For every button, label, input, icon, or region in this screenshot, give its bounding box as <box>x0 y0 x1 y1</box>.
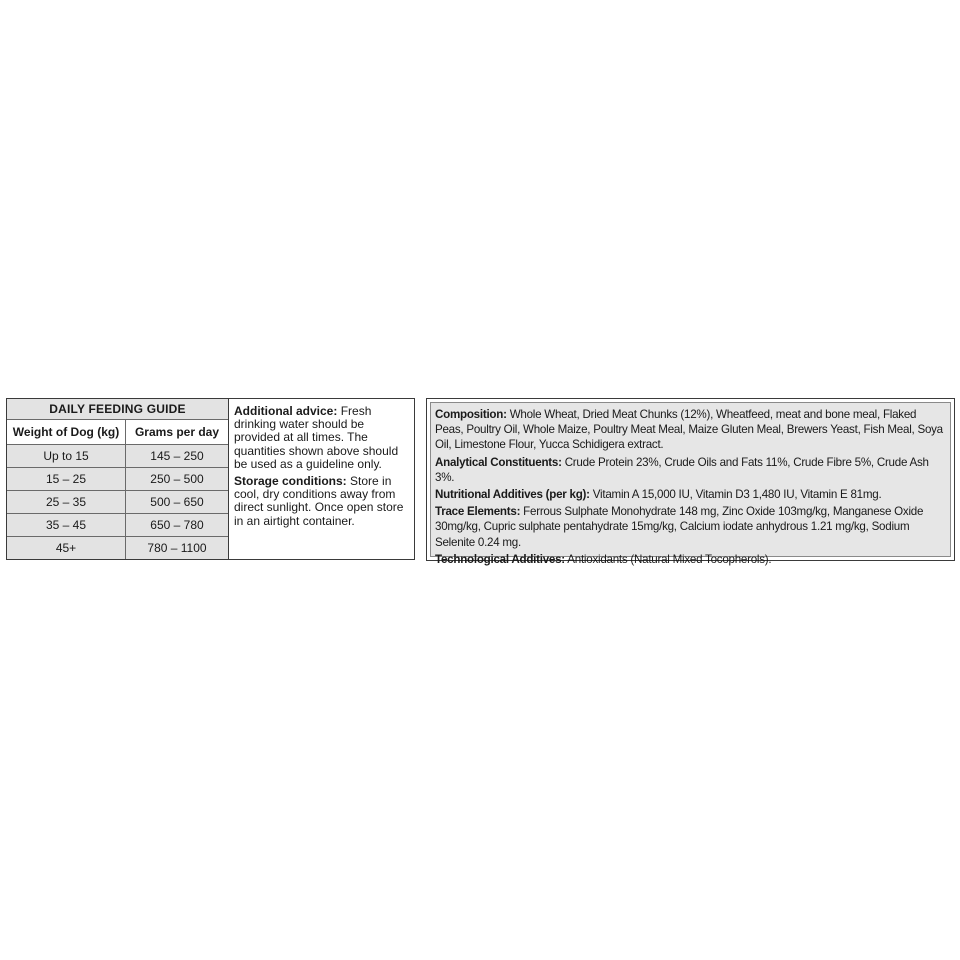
technological-paragraph <box>435 552 946 567</box>
advice-section <box>229 399 414 559</box>
composition-label: Composition: <box>435 408 507 421</box>
storage-conditions-label: Storage conditions: <box>234 474 347 489</box>
composition-text: Whole Wheat, Dried Meat Chunks (12%), Wheatfeed, meat and bone meal, Flaked Peas, Poultry Oil, Whole Maize, Poultry Meat Meal, Maize Gluten Meal, Brewers Yeast, Fish Meal, Soya Oil, Limestone Flour, Yucca Schidigera extract. <box>435 408 943 452</box>
grams-cell: 650 – 780 <box>126 514 229 537</box>
table-row <box>7 491 228 514</box>
analytical-label: Analytical Constituents: <box>435 455 562 469</box>
composition-box <box>430 402 951 566</box>
column-header-grams: Grams per day <box>126 420 229 445</box>
nutritional-label: Nutritional Additives (per kg): <box>435 488 590 502</box>
weight-cell: 35 – 45 <box>7 514 126 537</box>
composition-paragraph <box>435 407 946 453</box>
grams-cell: 250 – 500 <box>126 468 229 491</box>
daily-feeding-guide <box>7 399 229 559</box>
trace-text: Ferrous Sulphate Monohydrate 148 mg, Zinc Oxide 103mg/kg, Manganese Oxide 30mg/kg, Cupric sulphate pentahydrate 15mg/kg, Calcium iodate anhydrous 1.21 mg/kg, Sodium Selenite 0.24 mg. <box>435 505 924 549</box>
technological-text: Antioxidants (Natural Mixed Tocopherols). <box>567 552 772 566</box>
trace-label: Trace Elements: <box>435 505 521 519</box>
composition-panel <box>426 398 955 566</box>
weight-cell: 25 – 35 <box>7 491 126 514</box>
table-row <box>7 514 228 537</box>
weight-cell: 45+ <box>7 537 126 560</box>
analytical-text: Crude Protein 23%, Crude Oils and Fats 11%, Crude Fibre 5%, Crude Ash 3%. <box>435 455 929 484</box>
storage-conditions <box>234 475 408 528</box>
grams-cell: 500 – 650 <box>126 491 229 514</box>
weight-cell: Up to 15 <box>7 445 126 468</box>
technological-label: Technological Additives: <box>435 552 565 566</box>
trace-paragraph <box>435 504 946 550</box>
grams-cell: 145 – 250 <box>126 445 229 468</box>
feeding-guide-title: DAILY FEEDING GUIDE <box>7 399 228 420</box>
weight-cell: 15 – 25 <box>7 468 126 491</box>
feeding-guide-table <box>7 420 228 559</box>
table-row <box>7 537 228 560</box>
additional-advice <box>234 405 408 471</box>
additional-advice-text: Fresh drinking water should be provided at all times. The quantities shown above should be used as a guideline only. <box>234 404 399 471</box>
grams-cell: 780 – 1100 <box>126 537 229 560</box>
analytical-paragraph <box>435 455 946 485</box>
storage-conditions-text: Store in cool, dry conditions away from direct sunlight. Once open store in an airtight container. <box>234 474 404 528</box>
feeding-advice-panel <box>6 398 415 560</box>
table-header-row <box>7 420 228 445</box>
table-row <box>7 445 228 468</box>
table-row <box>7 468 228 491</box>
nutritional-paragraph <box>435 487 946 502</box>
column-header-weight: Weight of Dog (kg) <box>7 420 126 445</box>
nutritional-text: Vitamin A 15,000 IU, Vitamin D3 1,480 IU, Vitamin E 81mg. <box>592 488 882 502</box>
additional-advice-label: Additional advice: <box>234 404 338 418</box>
